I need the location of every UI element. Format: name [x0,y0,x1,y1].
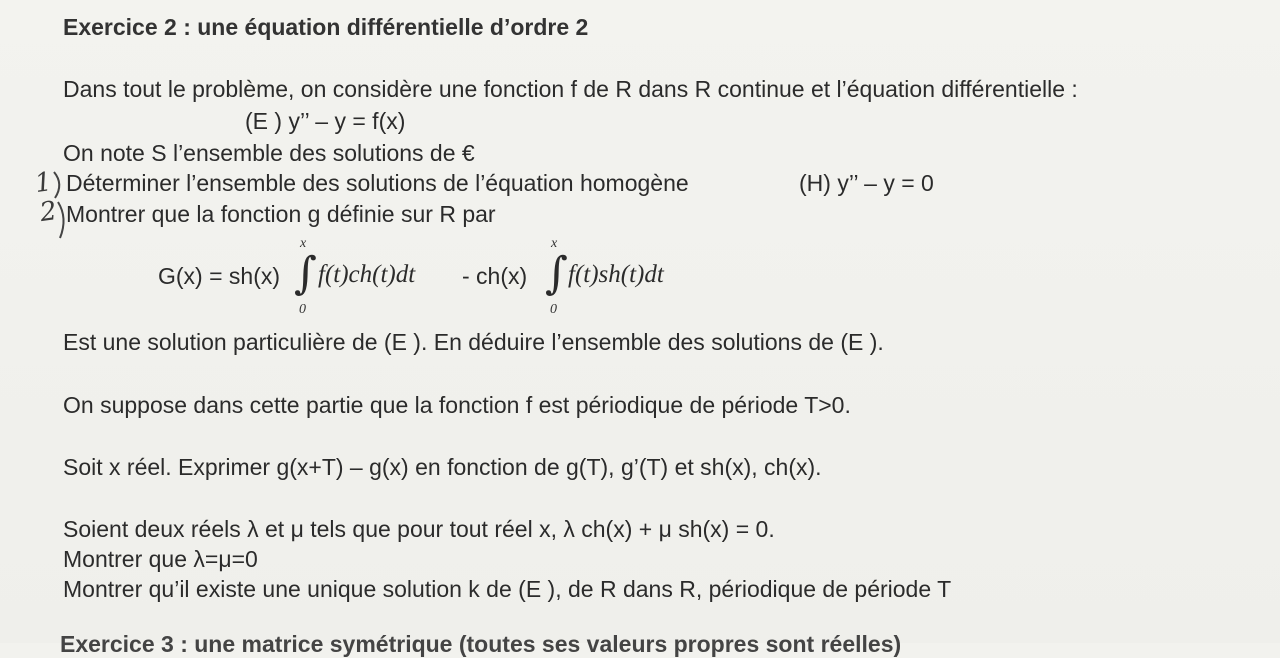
integral1-lower-bound: 0 [299,302,306,317]
integral2-upper-bound: x [551,236,558,251]
handwritten-number-1: 1 [32,166,54,200]
note-s-line: On note S l’ensemble des solutions de € [63,140,475,166]
handwritten-number-2: 2 [37,195,59,229]
question-2: Montrer que la fonction g définie sur R par [66,201,496,227]
exercise-title: Exercice 2 : une équation différentielle d’ordre 2 [63,14,589,40]
next-exercise-title-cut: Exercice 3 : une matrice symétrique (toutes ses valeurs propres sont réelles) [60,631,902,657]
integrand-1: f(t)ch(t)dt [318,261,416,288]
integral1-upper-bound: x [300,236,307,251]
particular-solution-line: Est une solution particulière de (E ). En déduire l’ensemble des solutions de (E ). [63,329,884,355]
formula-g-left: G(x) = sh(x) [158,263,281,289]
question-1: Déterminer l’ensemble des solutions de l’équation homogène [66,170,689,196]
integral2-lower-bound: 0 [550,302,557,317]
integrand-2: f(t)sh(t)dt [568,261,664,288]
integral-sign-2: ∫ [545,248,568,299]
intro-line: Dans tout le problème, on considère une fonction f de R dans R continue et l’équation différentielle : [63,76,1078,102]
soit-x-line: Soit x réel. Exprimer g(x+T) – g(x) en fonction de g(T), g’(T) et sh(x), ch(x). [63,454,822,480]
montrer-lambda-line: Montrer que λ=μ=0 [63,546,258,572]
montrer-unique-line: Montrer qu’il existe une unique solution k de (E ), de R dans R, périodique de période T [63,576,952,602]
soient-line: Soient deux réels λ et μ tels que pour tout réel x, λ ch(x) + μ sh(x) = 0. [63,516,775,542]
equation-h: (H) y’’ – y = 0 [799,170,934,196]
formula-g-mid: - ch(x) [462,263,528,289]
integral-sign-1: ∫ [294,248,317,299]
periodic-line: On suppose dans cette partie que la fonction f est périodique de période T>0. [63,392,851,418]
equation-e: (E ) y’’ – y = f(x) [245,108,406,134]
